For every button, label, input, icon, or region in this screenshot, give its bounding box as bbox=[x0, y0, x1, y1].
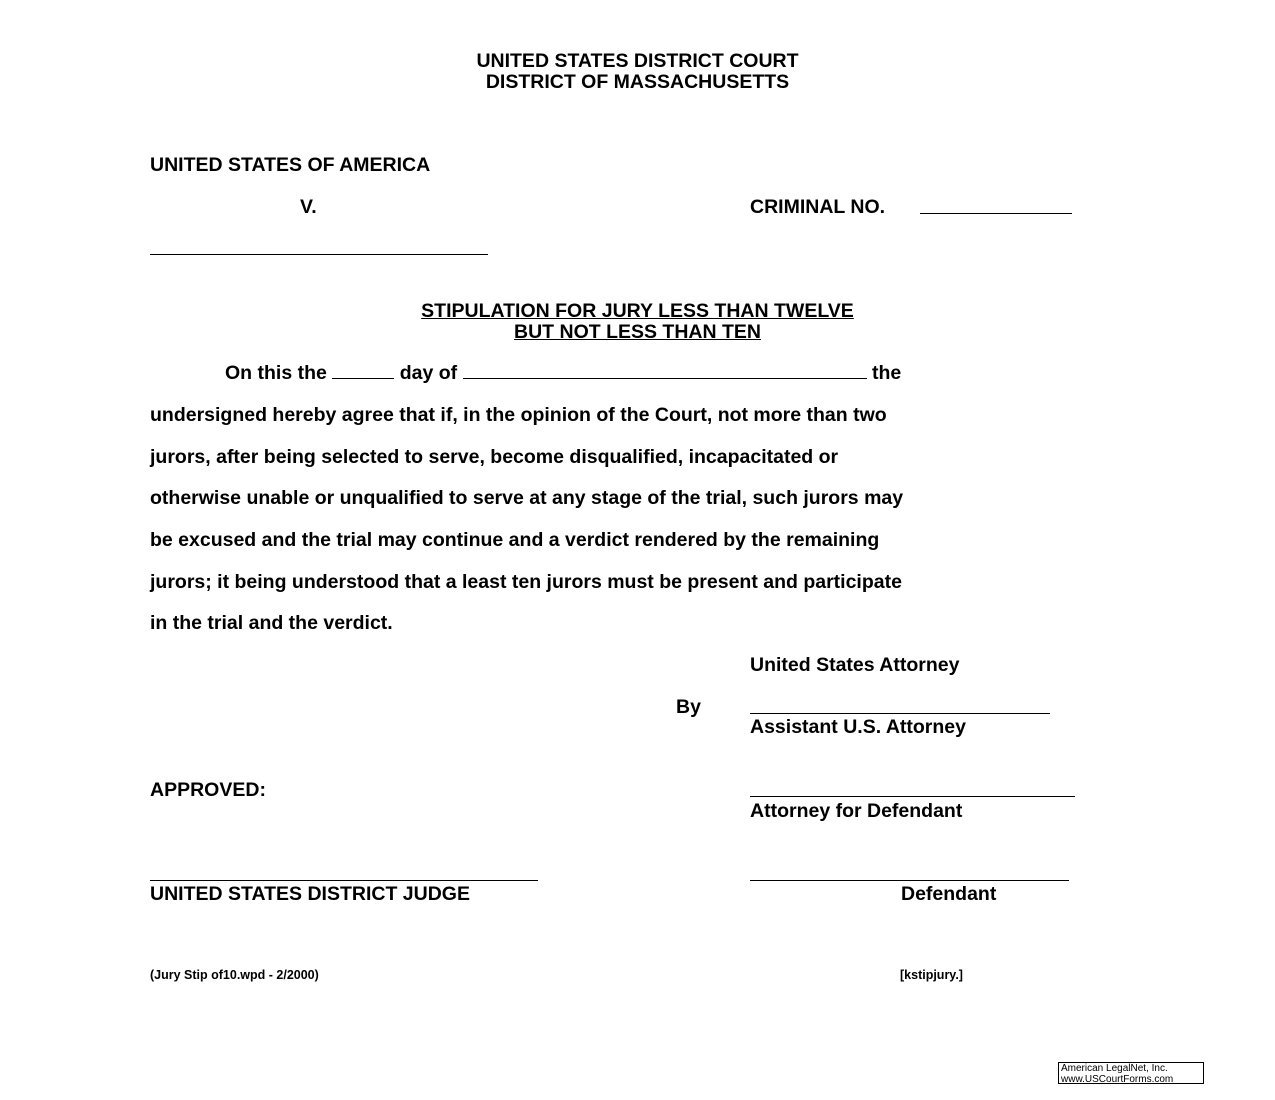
footer-file-ref: (Jury Stip of10.wpd - 2/2000) bbox=[150, 968, 319, 982]
criminal-no-field[interactable] bbox=[920, 213, 1072, 214]
body-line: jurors, after being selected to serve, become disqualified, incapacitated or bbox=[150, 446, 839, 468]
defense-attorney-signature-line[interactable] bbox=[750, 796, 1075, 797]
body-line-date bbox=[225, 362, 901, 384]
judge-signature-line[interactable] bbox=[150, 880, 538, 881]
attorney-for-defendant-label: Attorney for Defendant bbox=[750, 800, 963, 822]
plaintiff: UNITED STATES OF AMERICA bbox=[150, 154, 431, 176]
stamp-line2: www.USCourtForms.com bbox=[1061, 1074, 1174, 1085]
body-line: otherwise unable or unqualified to serve at any stage of the trial, such jurors may bbox=[150, 487, 904, 509]
us-attorney-label: United States Attorney bbox=[750, 654, 960, 676]
month-year-field[interactable] bbox=[463, 362, 867, 379]
defendant-name-field[interactable] bbox=[150, 254, 488, 255]
criminal-no-label: CRIMINAL NO. bbox=[750, 196, 886, 218]
body-line: jurors; it being understood that a least ten jurors must be present and participate bbox=[150, 571, 902, 593]
versus: V. bbox=[300, 196, 317, 218]
by-label: By bbox=[676, 696, 701, 718]
district-name: DISTRICT OF MASSACHUSETTS bbox=[485, 71, 790, 93]
the-text: the bbox=[871, 362, 902, 384]
day-field[interactable] bbox=[332, 362, 394, 379]
on-this-the-text: On this the bbox=[225, 362, 327, 384]
document-title-line2: BUT NOT LESS THAN TEN bbox=[514, 321, 761, 343]
publisher-stamp bbox=[1058, 1062, 1204, 1084]
body-line: in the trial and the verdict. bbox=[150, 612, 393, 634]
approved-label: APPROVED: bbox=[150, 779, 266, 801]
court-name: UNITED STATES DISTRICT COURT bbox=[476, 50, 799, 72]
day-of-text: day of bbox=[399, 362, 458, 384]
stamp-line1: American LegalNet, Inc. bbox=[1061, 1063, 1168, 1074]
body-line: be excused and the trial may continue and a verdict rendered by the remaining bbox=[150, 529, 880, 551]
document-title-line1: STIPULATION FOR JURY LESS THAN TWELVE bbox=[421, 300, 854, 322]
assistant-signature-line[interactable] bbox=[750, 713, 1050, 714]
defendant-signature-line[interactable] bbox=[750, 880, 1069, 881]
defendant-label: Defendant bbox=[901, 883, 997, 905]
body-line: undersigned hereby agree that if, in the opinion of the Court, not more than two bbox=[150, 404, 887, 426]
judge-label: UNITED STATES DISTRICT JUDGE bbox=[150, 883, 470, 905]
assistant-attorney-label: Assistant U.S. Attorney bbox=[750, 716, 966, 738]
footer-form-code: [kstipjury.] bbox=[900, 968, 963, 982]
